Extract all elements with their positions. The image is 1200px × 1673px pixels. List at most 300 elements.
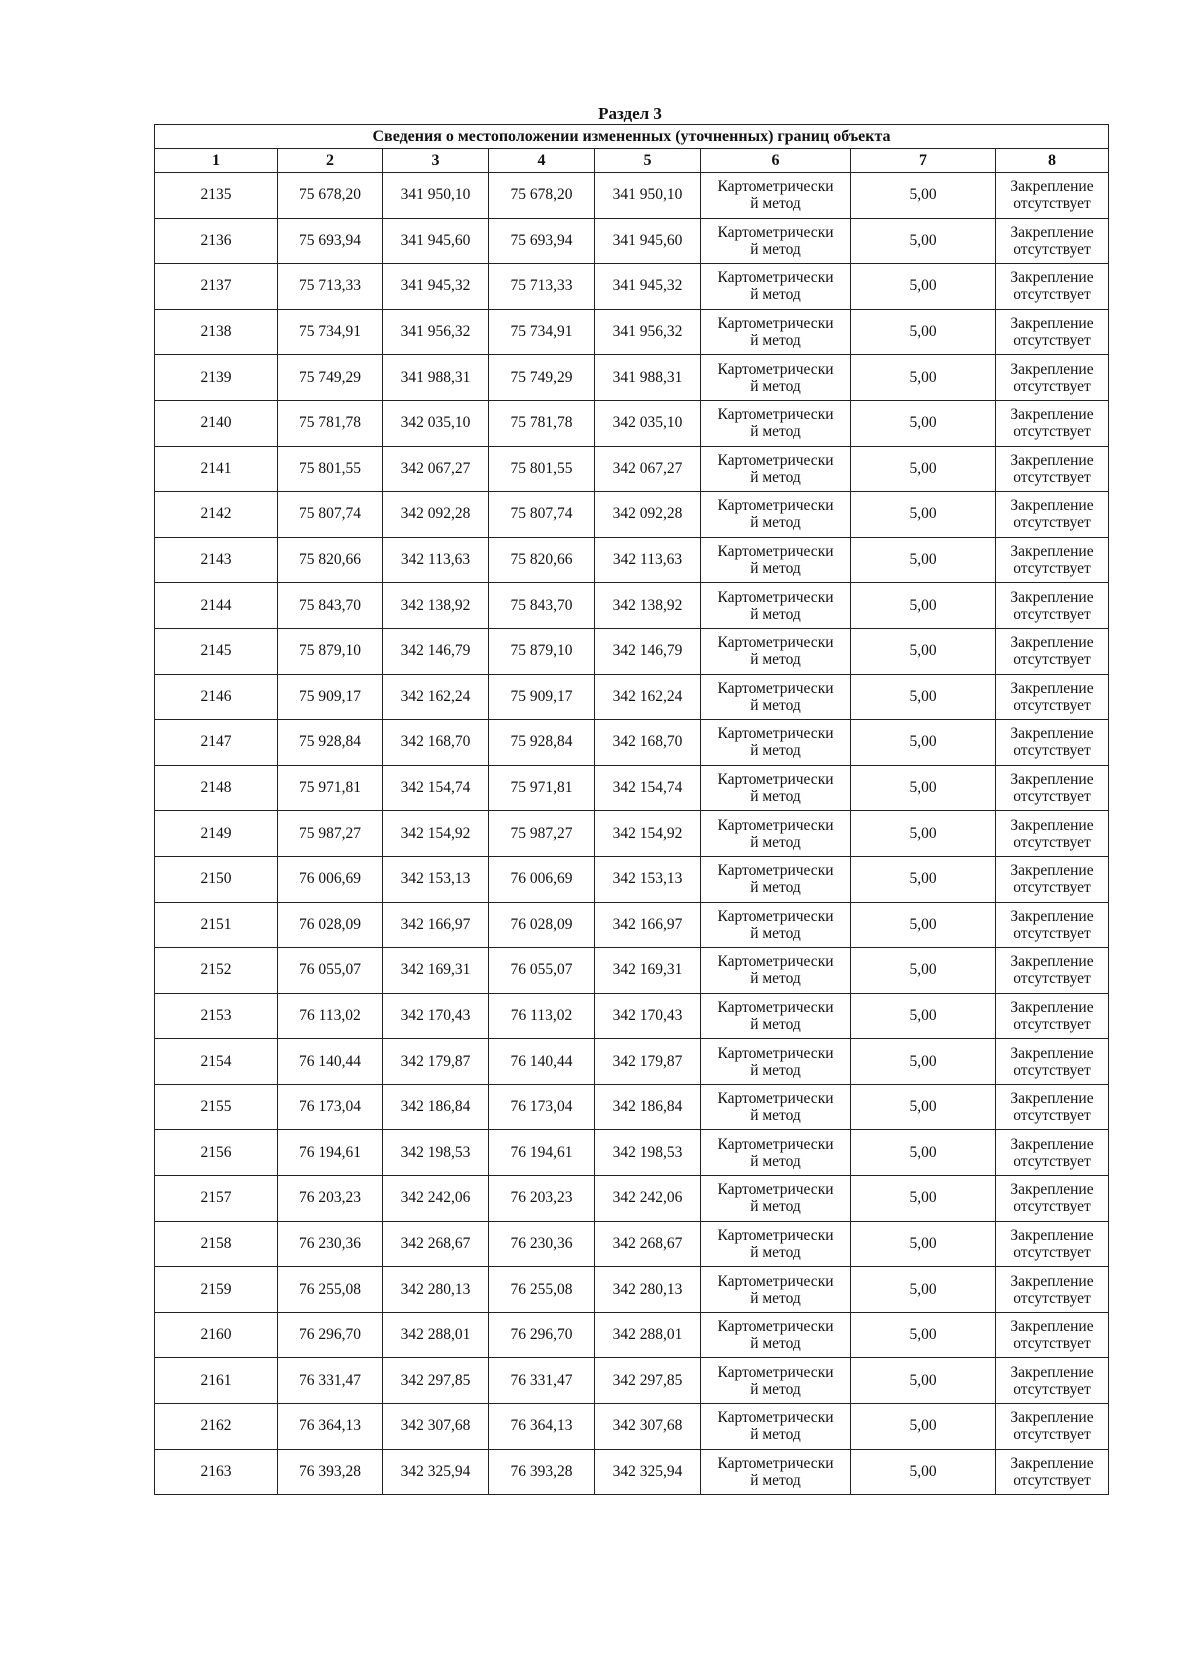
table-row: [155, 948, 1109, 994]
point-number-cell: 2150: [155, 856, 278, 902]
y-coordinate-old-cell: 341 956,32: [383, 309, 489, 355]
method-line: Картометрически: [717, 1044, 834, 1062]
x-coordinate-new-cell: 75 801,55: [489, 446, 595, 492]
y-coordinate-old-cell: 342 162,24: [383, 674, 489, 720]
fixing-status-cell: [996, 1039, 1109, 1085]
fixing-status-line: Закрепление: [1010, 360, 1094, 378]
x-coordinate-old-cell: 75 678,20: [278, 173, 383, 219]
fixing-status-line: отсутствует: [1013, 195, 1091, 213]
y-coordinate-old-cell: 342 170,43: [383, 993, 489, 1039]
fixing-status-line: отсутствует: [1013, 742, 1091, 760]
point-number-cell: 2159: [155, 1267, 278, 1313]
x-coordinate-new-cell: 75 820,66: [489, 537, 595, 583]
y-coordinate-new-cell: 342 067,27: [595, 446, 701, 492]
column-header: 4: [489, 149, 595, 173]
table-row: [155, 993, 1109, 1039]
accuracy-cell: 5,00: [851, 811, 996, 857]
fixing-status-line: отсутствует: [1013, 468, 1091, 486]
accuracy-cell: 5,00: [851, 948, 996, 994]
fixing-status-cell: [996, 856, 1109, 902]
y-coordinate-old-cell: 342 154,92: [383, 811, 489, 857]
y-coordinate-old-cell: 342 268,67: [383, 1221, 489, 1267]
method-line: й метод: [750, 742, 801, 760]
method-line: Картометрически: [717, 1272, 834, 1290]
x-coordinate-old-cell: 75 807,74: [278, 492, 383, 538]
x-coordinate-new-cell: 76 203,23: [489, 1176, 595, 1222]
column-header: 3: [383, 149, 489, 173]
x-coordinate-new-cell: 76 331,47: [489, 1358, 595, 1404]
y-coordinate-new-cell: 342 146,79: [595, 628, 701, 674]
table-row: [155, 628, 1109, 674]
fixing-status-line: отсутствует: [1013, 1289, 1091, 1307]
column-header: 2: [278, 149, 383, 173]
table-row: [155, 583, 1109, 629]
method-line: й метод: [750, 468, 801, 486]
accuracy-cell: 5,00: [851, 400, 996, 446]
fixing-status-line: Закрепление: [1010, 588, 1094, 606]
method-line: й метод: [750, 696, 801, 714]
fixing-status-cell: [996, 218, 1109, 264]
method-line: Картометрически: [717, 771, 834, 789]
fixing-status-line: Закрепление: [1010, 725, 1094, 743]
fixing-status-line: Закрепление: [1010, 771, 1094, 789]
y-coordinate-new-cell: 341 956,32: [595, 309, 701, 355]
point-number-cell: 2144: [155, 583, 278, 629]
fixing-status-line: Закрепление: [1010, 1181, 1094, 1199]
accuracy-cell: 5,00: [851, 902, 996, 948]
y-coordinate-new-cell: 341 945,60: [595, 218, 701, 264]
x-coordinate-old-cell: 75 928,84: [278, 720, 383, 766]
table-row: [155, 264, 1109, 310]
y-coordinate-old-cell: 342 168,70: [383, 720, 489, 766]
y-coordinate-old-cell: 342 138,92: [383, 583, 489, 629]
x-coordinate-new-cell: 76 006,69: [489, 856, 595, 902]
method-cell: [701, 218, 851, 264]
x-coordinate-old-cell: 76 230,36: [278, 1221, 383, 1267]
x-coordinate-new-cell: 76 055,07: [489, 948, 595, 994]
x-coordinate-new-cell: 76 140,44: [489, 1039, 595, 1085]
y-coordinate-old-cell: 342 035,10: [383, 400, 489, 446]
fixing-status-line: Закрепление: [1010, 1044, 1094, 1062]
x-coordinate-new-cell: 76 173,04: [489, 1084, 595, 1130]
method-line: Картометрически: [717, 679, 834, 697]
point-number-cell: 2146: [155, 674, 278, 720]
fixing-status-line: отсутствует: [1013, 1243, 1091, 1261]
fixing-status-line: отсутствует: [1013, 788, 1091, 806]
fixing-status-cell: [996, 309, 1109, 355]
accuracy-cell: 5,00: [851, 1358, 996, 1404]
point-number-cell: 2136: [155, 218, 278, 264]
method-line: Картометрически: [717, 543, 834, 561]
accuracy-cell: 5,00: [851, 1176, 996, 1222]
x-coordinate-new-cell: 75 749,29: [489, 355, 595, 401]
table-row: [155, 309, 1109, 355]
y-coordinate-old-cell: 342 307,68: [383, 1404, 489, 1450]
fixing-status-cell: [996, 537, 1109, 583]
fixing-status-cell: [996, 355, 1109, 401]
fixing-status-line: Закрепление: [1010, 998, 1094, 1016]
method-line: й метод: [750, 1243, 801, 1261]
point-number-cell: 2137: [155, 264, 278, 310]
table-row: [155, 720, 1109, 766]
y-coordinate-old-cell: 342 146,79: [383, 628, 489, 674]
x-coordinate-old-cell: 75 909,17: [278, 674, 383, 720]
table-row: [155, 355, 1109, 401]
method-cell: [701, 674, 851, 720]
method-line: й метод: [750, 377, 801, 395]
point-number-cell: 2141: [155, 446, 278, 492]
method-cell: [701, 1312, 851, 1358]
accuracy-cell: 5,00: [851, 583, 996, 629]
table-row: [155, 173, 1109, 219]
y-coordinate-new-cell: 342 179,87: [595, 1039, 701, 1085]
point-number-cell: 2162: [155, 1404, 278, 1450]
method-line: й метод: [750, 1380, 801, 1398]
x-coordinate-old-cell: 75 879,10: [278, 628, 383, 674]
method-cell: [701, 1404, 851, 1450]
method-cell: [701, 948, 851, 994]
x-coordinate-old-cell: 76 296,70: [278, 1312, 383, 1358]
table-caption-row: [155, 125, 1109, 149]
x-coordinate-old-cell: 76 255,08: [278, 1267, 383, 1313]
fixing-status-cell: [996, 400, 1109, 446]
method-line: й метод: [750, 1061, 801, 1079]
method-line: Картометрически: [717, 1363, 834, 1381]
y-coordinate-new-cell: 342 138,92: [595, 583, 701, 629]
x-coordinate-new-cell: 75 879,10: [489, 628, 595, 674]
fixing-status-line: Закрепление: [1010, 1318, 1094, 1336]
y-coordinate-old-cell: 342 166,97: [383, 902, 489, 948]
fixing-status-line: Закрепление: [1010, 315, 1094, 333]
method-line: й метод: [750, 1289, 801, 1307]
x-coordinate-old-cell: 76 055,07: [278, 948, 383, 994]
method-line: Картометрически: [717, 1181, 834, 1199]
boundary-table: [154, 124, 1109, 1495]
y-coordinate-new-cell: 342 307,68: [595, 1404, 701, 1450]
fixing-status-line: Закрепление: [1010, 269, 1094, 287]
point-number-cell: 2147: [155, 720, 278, 766]
x-coordinate-old-cell: 76 006,69: [278, 856, 383, 902]
x-coordinate-new-cell: 76 364,13: [489, 1404, 595, 1450]
x-coordinate-new-cell: 76 296,70: [489, 1312, 595, 1358]
column-header: 8: [996, 149, 1109, 173]
method-line: й метод: [750, 879, 801, 897]
fixing-status-cell: [996, 1084, 1109, 1130]
table-row: [155, 1267, 1109, 1313]
fixing-status-line: отсутствует: [1013, 651, 1091, 669]
method-line: Картометрически: [717, 223, 834, 241]
fixing-status-line: Закрепление: [1010, 406, 1094, 424]
method-line: Картометрически: [717, 816, 834, 834]
x-coordinate-new-cell: 76 028,09: [489, 902, 595, 948]
accuracy-cell: 5,00: [851, 993, 996, 1039]
fixing-status-line: Закрепление: [1010, 907, 1094, 925]
point-number-cell: 2158: [155, 1221, 278, 1267]
table-row: [155, 537, 1109, 583]
point-number-cell: 2161: [155, 1358, 278, 1404]
column-header-row: [155, 149, 1109, 173]
y-coordinate-old-cell: 341 988,31: [383, 355, 489, 401]
method-line: й метод: [750, 1107, 801, 1125]
point-number-cell: 2135: [155, 173, 278, 219]
method-line: Картометрически: [717, 1135, 834, 1153]
fixing-status-cell: [996, 628, 1109, 674]
x-coordinate-new-cell: 75 971,81: [489, 765, 595, 811]
method-cell: [701, 537, 851, 583]
point-number-cell: 2140: [155, 400, 278, 446]
column-header: 5: [595, 149, 701, 173]
y-coordinate-new-cell: 342 153,13: [595, 856, 701, 902]
fixing-status-line: Закрепление: [1010, 1409, 1094, 1427]
accuracy-cell: 5,00: [851, 1404, 996, 1450]
fixing-status-line: Закрепление: [1010, 1090, 1094, 1108]
method-line: Картометрически: [717, 862, 834, 880]
method-line: й метод: [750, 605, 801, 623]
method-line: Картометрически: [717, 497, 834, 515]
y-coordinate-old-cell: 342 067,27: [383, 446, 489, 492]
fixing-status-cell: [996, 264, 1109, 310]
fixing-status-cell: [996, 173, 1109, 219]
fixing-status-line: Закрепление: [1010, 543, 1094, 561]
method-line: й метод: [750, 1015, 801, 1033]
fixing-status-line: Закрепление: [1010, 497, 1094, 515]
method-line: Картометрически: [717, 1409, 834, 1427]
accuracy-cell: 5,00: [851, 628, 996, 674]
point-number-cell: 2157: [155, 1176, 278, 1222]
x-coordinate-old-cell: 76 140,44: [278, 1039, 383, 1085]
accuracy-cell: 5,00: [851, 537, 996, 583]
point-number-cell: 2151: [155, 902, 278, 948]
fixing-status-line: отсутствует: [1013, 1061, 1091, 1079]
x-coordinate-old-cell: 76 194,61: [278, 1130, 383, 1176]
method-line: Картометрически: [717, 451, 834, 469]
method-cell: [701, 628, 851, 674]
point-number-cell: 2145: [155, 628, 278, 674]
x-coordinate-new-cell: 75 987,27: [489, 811, 595, 857]
method-line: й метод: [750, 651, 801, 669]
x-coordinate-new-cell: 76 230,36: [489, 1221, 595, 1267]
table-row: [155, 1312, 1109, 1358]
fixing-status-line: отсутствует: [1013, 1107, 1091, 1125]
y-coordinate-new-cell: 342 092,28: [595, 492, 701, 538]
y-coordinate-new-cell: 342 166,97: [595, 902, 701, 948]
method-line: Картометрически: [717, 1090, 834, 1108]
fixing-status-cell: [996, 1449, 1109, 1495]
accuracy-cell: 5,00: [851, 355, 996, 401]
fixing-status-line: отсутствует: [1013, 833, 1091, 851]
y-coordinate-new-cell: 341 950,10: [595, 173, 701, 219]
fixing-status-line: Закрепление: [1010, 862, 1094, 880]
accuracy-cell: 5,00: [851, 1312, 996, 1358]
method-line: й метод: [750, 924, 801, 942]
y-coordinate-new-cell: 342 168,70: [595, 720, 701, 766]
method-cell: [701, 1130, 851, 1176]
y-coordinate-old-cell: 342 297,85: [383, 1358, 489, 1404]
fixing-status-cell: [996, 1130, 1109, 1176]
fixing-status-line: Закрепление: [1010, 1135, 1094, 1153]
x-coordinate-new-cell: 76 194,61: [489, 1130, 595, 1176]
table-row: [155, 218, 1109, 264]
method-line: Картометрически: [717, 1318, 834, 1336]
y-coordinate-old-cell: 342 280,13: [383, 1267, 489, 1313]
fixing-status-cell: [996, 1176, 1109, 1222]
fixing-status-line: Закрепление: [1010, 679, 1094, 697]
fixing-status-line: отсутствует: [1013, 514, 1091, 532]
method-line: й метод: [750, 195, 801, 213]
fixing-status-line: Закрепление: [1010, 178, 1094, 196]
method-line: Картометрически: [717, 998, 834, 1016]
point-number-cell: 2154: [155, 1039, 278, 1085]
fixing-status-line: Закрепление: [1010, 1226, 1094, 1244]
fixing-status-line: отсутствует: [1013, 1152, 1091, 1170]
point-number-cell: 2139: [155, 355, 278, 401]
x-coordinate-old-cell: 75 781,78: [278, 400, 383, 446]
y-coordinate-old-cell: 342 153,13: [383, 856, 489, 902]
method-line: Картометрически: [717, 269, 834, 287]
y-coordinate-old-cell: 342 325,94: [383, 1449, 489, 1495]
y-coordinate-new-cell: 342 242,06: [595, 1176, 701, 1222]
y-coordinate-old-cell: 342 092,28: [383, 492, 489, 538]
accuracy-cell: 5,00: [851, 218, 996, 264]
method-line: Картометрически: [717, 360, 834, 378]
method-cell: [701, 1221, 851, 1267]
method-cell: [701, 902, 851, 948]
y-coordinate-new-cell: 342 198,53: [595, 1130, 701, 1176]
point-number-cell: 2152: [155, 948, 278, 994]
method-line: й метод: [750, 1152, 801, 1170]
fixing-status-cell: [996, 1312, 1109, 1358]
y-coordinate-new-cell: 342 154,92: [595, 811, 701, 857]
table-row: [155, 1039, 1109, 1085]
method-cell: [701, 309, 851, 355]
y-coordinate-new-cell: 342 297,85: [595, 1358, 701, 1404]
fixing-status-cell: [996, 446, 1109, 492]
y-coordinate-old-cell: 342 113,63: [383, 537, 489, 583]
method-line: Картометрически: [717, 588, 834, 606]
method-line: й метод: [750, 286, 801, 304]
fixing-status-line: отсутствует: [1013, 970, 1091, 988]
table-row: [155, 492, 1109, 538]
method-line: й метод: [750, 1198, 801, 1216]
accuracy-cell: 5,00: [851, 1039, 996, 1085]
table-row: [155, 1084, 1109, 1130]
accuracy-cell: 5,00: [851, 173, 996, 219]
fixing-status-line: Закрепление: [1010, 634, 1094, 652]
x-coordinate-new-cell: 75 781,78: [489, 400, 595, 446]
x-coordinate-new-cell: 75 909,17: [489, 674, 595, 720]
accuracy-cell: 5,00: [851, 309, 996, 355]
fixing-status-cell: [996, 765, 1109, 811]
fixing-status-cell: [996, 1358, 1109, 1404]
method-cell: [701, 446, 851, 492]
accuracy-cell: 5,00: [851, 720, 996, 766]
y-coordinate-new-cell: 342 288,01: [595, 1312, 701, 1358]
y-coordinate-old-cell: 342 154,74: [383, 765, 489, 811]
fixing-status-cell: [996, 492, 1109, 538]
method-line: й метод: [750, 788, 801, 806]
fixing-status-line: Закрепление: [1010, 451, 1094, 469]
accuracy-cell: 5,00: [851, 1221, 996, 1267]
method-line: Картометрически: [717, 953, 834, 971]
point-number-cell: 2148: [155, 765, 278, 811]
y-coordinate-new-cell: 342 113,63: [595, 537, 701, 583]
x-coordinate-old-cell: 75 734,91: [278, 309, 383, 355]
x-coordinate-new-cell: 75 928,84: [489, 720, 595, 766]
fixing-status-line: отсутствует: [1013, 605, 1091, 623]
x-coordinate-old-cell: 75 801,55: [278, 446, 383, 492]
method-line: Картометрически: [717, 907, 834, 925]
table-row: [155, 1404, 1109, 1450]
method-cell: [701, 1084, 851, 1130]
fixing-status-cell: [996, 1267, 1109, 1313]
fixing-status-line: отсутствует: [1013, 879, 1091, 897]
fixing-status-cell: [996, 811, 1109, 857]
fixing-status-line: отсутствует: [1013, 423, 1091, 441]
point-number-cell: 2155: [155, 1084, 278, 1130]
table-row: [155, 811, 1109, 857]
fixing-status-cell: [996, 948, 1109, 994]
fixing-status-line: отсутствует: [1013, 560, 1091, 578]
method-cell: [701, 264, 851, 310]
x-coordinate-old-cell: 75 749,29: [278, 355, 383, 401]
y-coordinate-old-cell: 341 950,10: [383, 173, 489, 219]
method-line: Картометрически: [717, 315, 834, 333]
fixing-status-line: отсутствует: [1013, 377, 1091, 395]
y-coordinate-new-cell: 342 170,43: [595, 993, 701, 1039]
method-cell: [701, 1449, 851, 1495]
method-line: й метод: [750, 560, 801, 578]
method-cell: [701, 583, 851, 629]
fixing-status-line: Закрепление: [1010, 1454, 1094, 1472]
table-row: [155, 902, 1109, 948]
y-coordinate-new-cell: 341 945,32: [595, 264, 701, 310]
method-line: й метод: [750, 1471, 801, 1489]
fixing-status-line: отсутствует: [1013, 286, 1091, 304]
y-coordinate-old-cell: 342 179,87: [383, 1039, 489, 1085]
table-row: [155, 765, 1109, 811]
method-line: й метод: [750, 240, 801, 258]
x-coordinate-new-cell: 75 678,20: [489, 173, 595, 219]
x-coordinate-old-cell: 75 713,33: [278, 264, 383, 310]
fixing-status-line: отсутствует: [1013, 924, 1091, 942]
x-coordinate-old-cell: 76 113,02: [278, 993, 383, 1039]
fixing-status-line: Закрепление: [1010, 1272, 1094, 1290]
x-coordinate-old-cell: 76 393,28: [278, 1449, 383, 1495]
method-cell: [701, 1267, 851, 1313]
fixing-status-cell: [996, 993, 1109, 1039]
method-cell: [701, 1358, 851, 1404]
method-cell: [701, 856, 851, 902]
y-coordinate-new-cell: 342 325,94: [595, 1449, 701, 1495]
method-line: й метод: [750, 514, 801, 532]
accuracy-cell: 5,00: [851, 1449, 996, 1495]
point-number-cell: 2160: [155, 1312, 278, 1358]
column-header: 7: [851, 149, 996, 173]
method-line: й метод: [750, 1335, 801, 1353]
x-coordinate-new-cell: 76 255,08: [489, 1267, 595, 1313]
point-number-cell: 2143: [155, 537, 278, 583]
fixing-status-line: отсутствует: [1013, 1380, 1091, 1398]
x-coordinate-old-cell: 75 971,81: [278, 765, 383, 811]
x-coordinate-new-cell: 75 713,33: [489, 264, 595, 310]
fixing-status-line: отсутствует: [1013, 1198, 1091, 1216]
method-line: Картометрически: [717, 725, 834, 743]
x-coordinate-new-cell: 75 843,70: [489, 583, 595, 629]
x-coordinate-old-cell: 75 843,70: [278, 583, 383, 629]
x-coordinate-new-cell: 76 393,28: [489, 1449, 595, 1495]
y-coordinate-old-cell: 341 945,60: [383, 218, 489, 264]
y-coordinate-new-cell: 342 162,24: [595, 674, 701, 720]
